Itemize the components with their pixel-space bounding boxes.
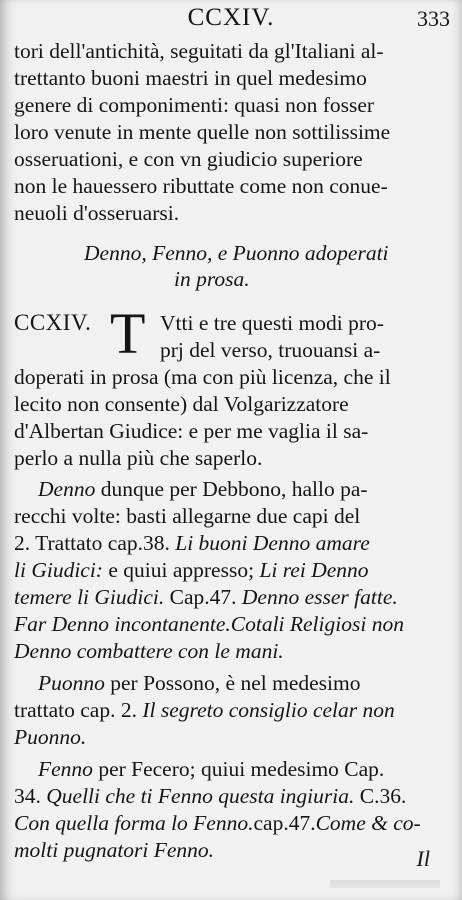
text-line — [38, 476, 454, 502]
section-heading-line: in prosa. — [174, 267, 250, 291]
quotation: Li buoni Denno amare — [175, 531, 370, 555]
quotation: Quelli che ti Fenno questa ingiuria. — [46, 784, 355, 808]
text-span: C.36. — [354, 784, 407, 808]
text-span: e quiui appresso; — [108, 558, 260, 582]
text-line: Denno combattere con le mani. — [14, 639, 284, 663]
page-number: 333 — [417, 6, 450, 31]
text-line — [14, 611, 454, 637]
text-line — [14, 557, 454, 583]
quotation: Li rei Denno — [259, 558, 369, 582]
text-line: loro venute in mente quelle non sottilissime — [14, 120, 391, 144]
section-heading-line: Denno, Fenno, e Puonno adoperati — [84, 241, 389, 265]
italic-term: Denno — [38, 477, 96, 501]
text-line: prj del verso, truouansi a- — [160, 338, 381, 362]
text-line: trettanto buoni maestri in quel medesimo — [14, 66, 367, 90]
quotation: Come & co- — [315, 811, 421, 835]
text-line — [14, 783, 454, 809]
quotation: Con quella forma lo Fenno. — [14, 811, 254, 835]
text-line — [38, 670, 454, 696]
text-line: d'Albertan Giudice: e per me vaglia il sa- — [14, 419, 369, 443]
quotation: Cotali Religiosi non — [230, 612, 404, 636]
text-line: Puonno. — [14, 725, 87, 749]
text-span: Cap.47. — [169, 585, 242, 609]
text-line: recchi volte: basti allegarne due capi del — [14, 504, 361, 528]
text-span: per Fecero; quiui medesimo Cap. — [92, 757, 385, 781]
text-line: genere di componimenti: quasi non fosser — [14, 93, 375, 117]
text-line: doperati in prosa (ma con più licenza, che il — [14, 365, 391, 389]
text-line — [38, 756, 454, 782]
italic-term: Fenno — [38, 757, 93, 781]
text-line — [14, 584, 454, 610]
text-line: molti pugnatori Fenno. — [14, 838, 215, 862]
text-line: lecito non consente) dal Volgarizzatore — [14, 392, 349, 416]
section-number-label: CCXIV. — [14, 310, 92, 335]
quotation: Far Denno incontanente. — [14, 612, 231, 636]
quotation: temere li Giudici. — [14, 585, 170, 609]
text-span: 34. — [14, 784, 47, 808]
text-line: tori dell'antichità, seguitati da gl'Italiani al- — [14, 39, 384, 63]
text-line: perlo a nulla più che saperlo. — [14, 446, 263, 470]
text-line: Vtti e tre questi modi pro- — [160, 311, 384, 335]
catchword: Il — [416, 846, 430, 871]
text-line — [14, 530, 454, 556]
running-head-section: CCXIV. — [187, 4, 275, 31]
quotation: Il segreto consiglio celar non — [142, 698, 395, 722]
quotation: li Giudici: — [14, 558, 109, 582]
bleed-through-shadow — [330, 880, 440, 888]
text-line: neuoli d'osseruarsi. — [14, 201, 180, 225]
text-span: per Possono, è nel medesimo — [104, 671, 361, 695]
text-span: cap.47. — [253, 811, 316, 835]
italic-term: Puonno — [38, 671, 105, 695]
quotation: Denno esser fatte. — [241, 585, 398, 609]
text-span: dunque per Debbono, hallo pa- — [95, 477, 368, 501]
drop-cap: T — [110, 301, 146, 366]
text-span: 2. Trattato cap.38. — [14, 531, 176, 555]
text-line: osseruationi, e con vn giudicio superiore — [14, 147, 363, 171]
text-span: trattato cap. 2. — [14, 698, 143, 722]
text-line — [14, 810, 454, 836]
text-line: non le hauessero ributtate come non conue- — [14, 174, 388, 198]
text-line — [14, 697, 454, 723]
